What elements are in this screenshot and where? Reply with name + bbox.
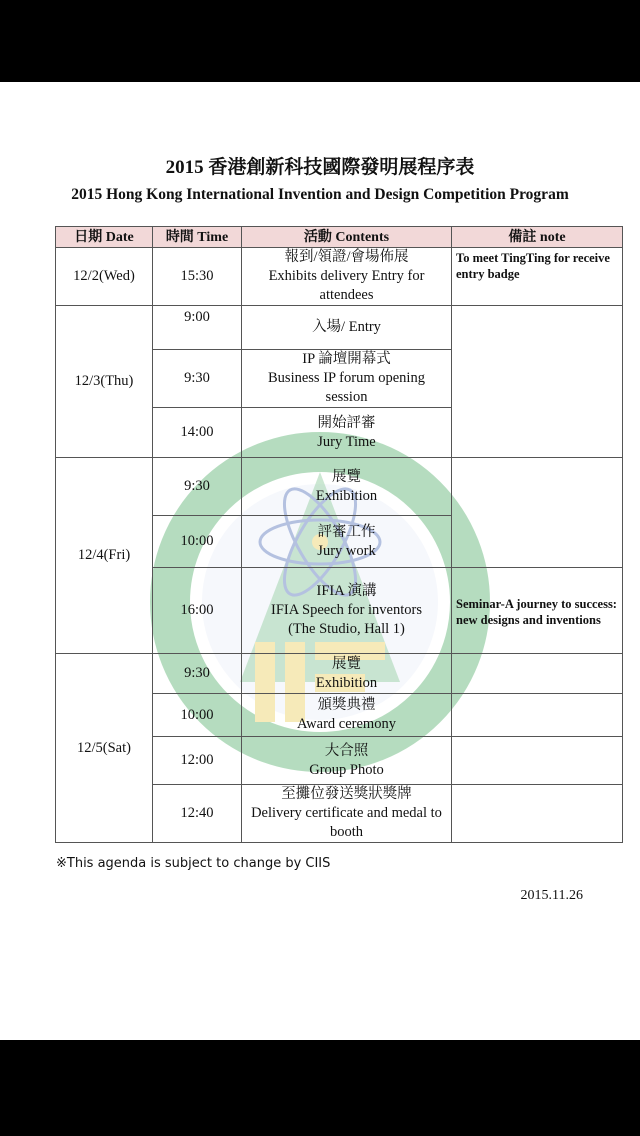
contents-en-location: (The Studio, Hall 1) (288, 621, 405, 637)
date-cell: 12/3(Thu) (56, 306, 153, 458)
time-cell: 9:30 (153, 458, 242, 516)
document-page (0, 82, 640, 1040)
contents-cell (242, 248, 452, 306)
table-header-row (56, 227, 623, 248)
contents-cell (242, 568, 452, 654)
time-cell: 10:00 (153, 694, 242, 737)
contents-en: Exhibits delivery Entry for attendees (268, 268, 425, 303)
contents-cell (242, 350, 452, 408)
contents-cell (242, 785, 452, 843)
contents-zh: 報到/領證/會場佈展 (284, 249, 409, 265)
note-cell: To meet TingTing for receive entry badge (452, 248, 623, 306)
contents-cell (242, 654, 452, 694)
time-cell: 9:30 (153, 350, 242, 408)
contents-zh: IFIA 演講 (316, 583, 377, 599)
contents-en: Award ceremony (297, 716, 396, 732)
time-cell: 9:00 (153, 306, 242, 350)
contents-cell (242, 737, 452, 785)
time-cell: 12:00 (153, 737, 242, 785)
header-note: 備註 note (452, 227, 623, 248)
contents-en: Exhibition (315, 487, 378, 504)
table-row (56, 248, 623, 306)
time-cell: 12:40 (153, 785, 242, 843)
header-time: 時間 Time (153, 227, 242, 248)
page-title-chinese: 2015 香港創新科技國際發明展程序表 (165, 157, 475, 178)
table-row (56, 306, 623, 350)
note-cell (452, 737, 623, 785)
header-date: 日期 Date (56, 227, 153, 248)
contents-zh: 至攤位發送獎狀獎牌 (281, 786, 412, 802)
header-contents: 活動 Contents (242, 227, 452, 248)
time-cell: 14:00 (153, 408, 242, 458)
table-row (56, 654, 623, 694)
contents-zh: 展覽 (332, 468, 361, 485)
note-cell (452, 458, 623, 568)
program-schedule-table (55, 226, 623, 843)
contents-zh: 入場/ Entry (312, 319, 381, 335)
contents-cell (242, 694, 452, 737)
contents-en: Jury Time (317, 433, 376, 450)
note-cell (452, 694, 623, 737)
contents-zh: 展覽 (332, 655, 361, 672)
contents-zh: 評審工作 (317, 523, 376, 540)
date-cell: 12/4(Fri) (56, 458, 153, 654)
contents-zh: 大合照 (324, 742, 369, 759)
contents-en: Jury work (317, 542, 376, 559)
date-cell: 12/5(Sat) (56, 654, 153, 843)
document-date: 2015.11.26 (520, 888, 583, 903)
time-cell: 9:30 (153, 654, 242, 694)
page-title-english: 2015 Hong Kong International Invention and Design Competition Program (71, 186, 569, 203)
contents-en: Group Photo (309, 761, 384, 778)
contents-cell (242, 306, 452, 350)
contents-cell (242, 408, 452, 458)
contents-en: Business IP forum opening session (268, 370, 425, 405)
note-cell (452, 306, 623, 458)
contents-cell (242, 516, 452, 568)
date-cell: 12/2(Wed) (56, 248, 153, 306)
contents-en: IFIA Speech for inventors (270, 602, 422, 618)
table-row (56, 458, 623, 516)
time-cell: 10:00 (153, 516, 242, 568)
time-cell: 16:00 (153, 568, 242, 654)
note-cell: Seminar-A journey to success: new designs and inventions (452, 568, 623, 654)
contents-en: Delivery certificate and medal to booth (251, 805, 442, 840)
contents-en: Exhibition (315, 674, 378, 691)
note-cell (452, 654, 623, 694)
contents-cell (242, 458, 452, 516)
contents-zh: IP 論壇開幕式 (302, 351, 391, 367)
contents-zh: 頒獎典禮 (317, 697, 376, 713)
time-cell: 15:30 (153, 248, 242, 306)
note-cell (452, 785, 623, 843)
contents-zh: 開始評審 (317, 414, 376, 431)
agenda-footnote: ※This agenda is subject to change by CIIS (56, 856, 331, 871)
